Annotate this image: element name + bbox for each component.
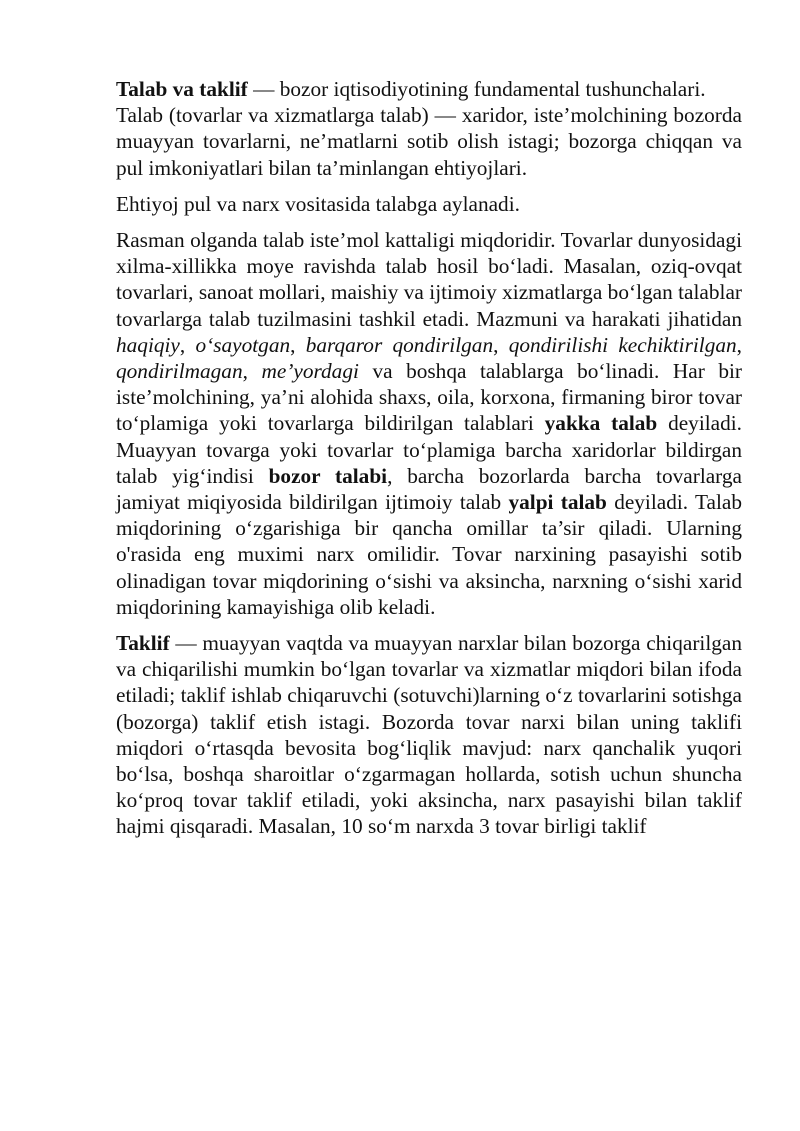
term-yalpi-talab: yalpi talab [508, 490, 607, 515]
text-run: va boshqa talablarga bo‘linadi. Har bir iste’molchining, ya’ni alohida shaxs, oila, korxona, firmaning biror tovar to‘plamiga yoki tovarlarga bildirilgan talablari [116, 359, 742, 436]
italic-qondirilmagan: qondirilmagan [116, 359, 243, 384]
text-run: , barcha bozorlarda barcha tovarlarga jamiyat miqiyosida bildirilgan ijtimoiy talab [116, 463, 742, 515]
text-run: deyiladi. Muayyan tovarga yoki tovarlar to‘plamiga barcha xaridorlar bildirgan talab yig‘indisi [116, 411, 743, 488]
separator: , [179, 332, 196, 357]
paragraph-taklif [116, 630, 742, 840]
italic-meyordagi: me’yordagi [261, 359, 359, 384]
italic-kechiktirilgan: qondirilishi kechiktirilgan [508, 332, 737, 357]
separator: , [242, 359, 262, 384]
paragraph-ehtiyoj: Ehtiyoj pul va narx vositasida talabga aylanadi. [116, 191, 520, 216]
separator: , [736, 332, 742, 357]
separator: , [290, 332, 306, 357]
taklif-text: — muayyan vaqtda va muayyan narxlar bilan bozorga chiqarilgan va chiqarilishi mumkin bo‘lgan tovarlar va xizmatlar miqdori bilan ifoda etiladi; taklif ishlab chiqaruvchi (sotuvchi)larning o‘z tovarlarini sotishga (bozorga) taklif etish istagi. Bozorda tovar narxi bilan uning taklifi miqdori o‘rtasqda bevosita bog‘liqlik mavjud: narx qanchalik yuqori bo‘lsa, boshqa sharoitlar o‘zgarmagan hollarda, sotish uchun shuncha ko‘proq tovar taklif etiladi, yoki aksincha, narx pasayishi bilan taklif hajmi qisqaradi. Masalan, 10 so‘m narxda 3 tovar birligi taklif [116, 631, 742, 839]
paragraph-talab-definition: Talab (tovarlar va xizmatlarga talab) — xaridor, iste’molchining bozorda muayyan tovarlarni, ne’matlarni sotib olish istagi; bozorga chiqqan va pul imkoniyatlari bilan ta’minlangan ehtiyojlari. [116, 103, 742, 180]
italic-osayotgan: o‘sayotgan [195, 332, 291, 357]
paragraph-definition [116, 76, 742, 102]
document-page [116, 76, 742, 840]
term-bozor-talabi: bozor talabi [268, 463, 388, 488]
italic-haqiqiy: haqiqiy [116, 332, 180, 357]
italic-barqaror: barqaror qondirilgan [305, 332, 494, 357]
term-talab-va-taklif: Talab va taklif [116, 77, 248, 101]
term-taklif: Taklif [116, 631, 170, 656]
term-yakka-talab: yakka talab [544, 411, 658, 436]
separator: , [493, 332, 509, 357]
paragraph-talab-types [116, 227, 742, 620]
text-run: deyiladi. Talab miqdorining o‘zgarishiga bir qancha omillar ta’sir qiladi. Ularning o'rasida eng muximi narx omilidir. Tovar narxining pasayishi sotib olinadigan tovar miqdorining o‘sishi va aksincha, narxning o‘sishi xarid miqdorining kamayishiga olib keladi. [116, 490, 743, 619]
text-run: Rasman olganda talab iste’mol kattaligi miqdoridir. Tovarlar dunyosidagi xilma-xillikka moye ravishda talab hosil bo‘ladi. Masalan, oziq-ovqat tovarlari, sanoat mollari, maishiy va ijtimoiy xizmatlarga bo‘lgan talablar tovarlarga talab tuzilmasini tashkil etadi. Mazmuni va harakati jihatidan [116, 228, 742, 331]
definition-text: — bozor iqtisodiyotining fundamental tushunchalari. [247, 77, 706, 101]
